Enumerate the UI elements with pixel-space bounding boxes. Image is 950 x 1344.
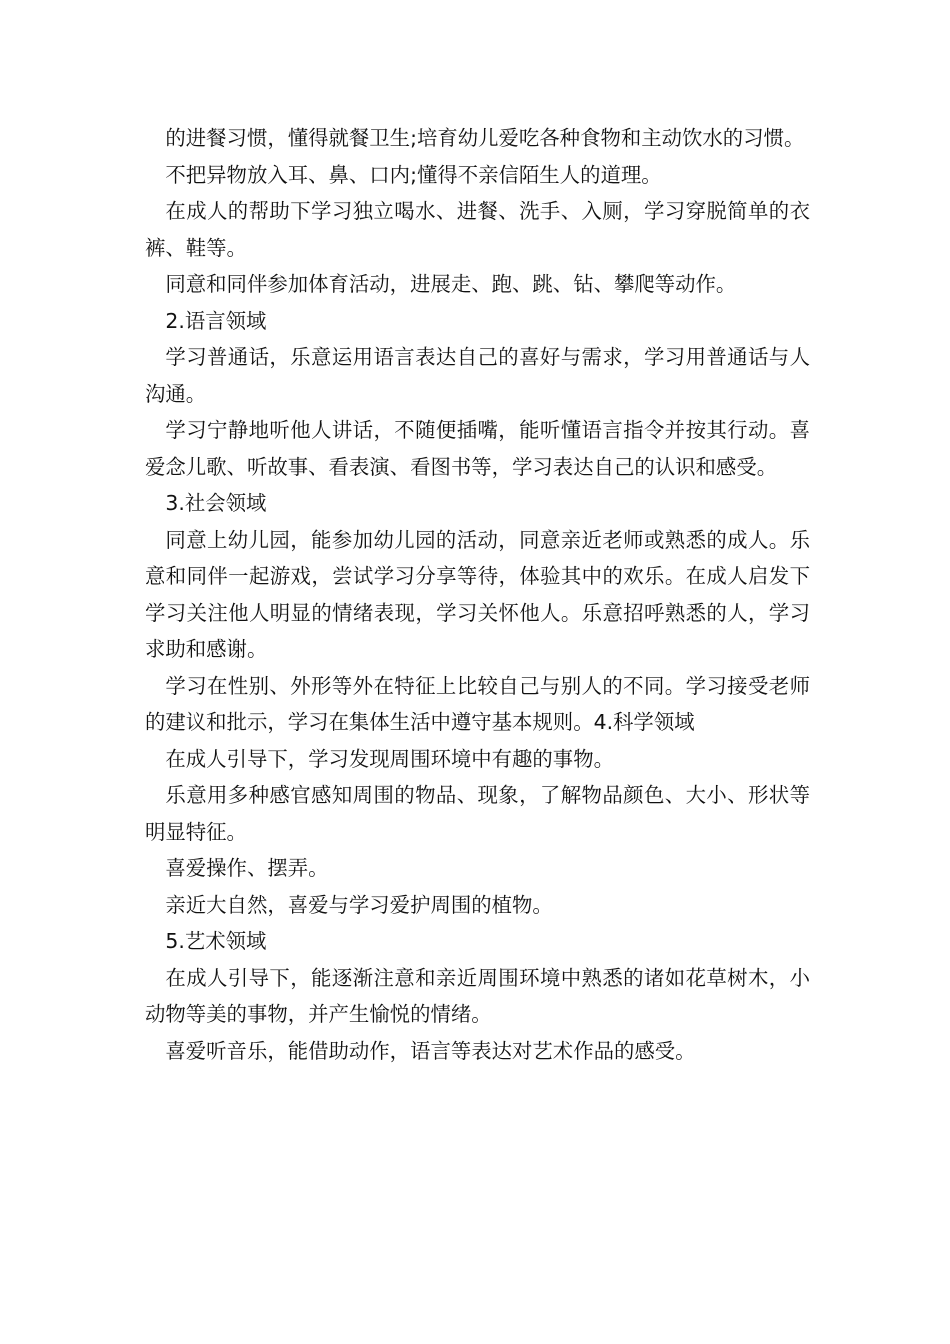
paragraph-dining-habits: 的进餐习惯，懂得就餐卫生;培育幼儿爱吃各种食物和主动饮水的习惯。 [165,126,805,150]
paragraph-sports: 同意和同伴参加体育活动，进展走、跑、跳、钻、攀爬等动作。 [165,272,737,296]
section-heading-art: 5.艺术领域 [165,929,267,953]
paragraph-senses: 乐意用多种感官感知周围的物品、现象，了解物品颜色、大小、形状等明显特征。 [145,783,810,844]
paragraph-mandarin: 学习普通话，乐意运用语言表达自己的喜好与需求，学习用普通话与人沟通。 [145,345,810,406]
paragraph-beauty: 在成人引导下，能逐渐注意和亲近周围环境中熟悉的诸如花草树木，小动物等美的事物，并产生愉悦的情绪。 [145,965,810,1026]
paragraph-self-care: 在成人的帮助下学习独立喝水、进餐、洗手、入厕，学习穿脱简单的衣裤、鞋等。 [145,199,810,260]
paragraph-music: 喜爱听音乐，能借助动作，语言等表达对艺术作品的感受。 [165,1038,696,1063]
paragraph-discovery: 在成人引导下，学习发现周围环境中有趣的事物。 [165,746,614,771]
section-heading-social: 3.社会领域 [165,491,267,515]
section-heading-language: 2.语言领域 [165,308,267,333]
paragraph-differences: 学习在性别、外形等外在特征上比较自己与别人的不同。学习接受老师的建议和批示，学习在集体生活中遵守基本规则。4.科学领域 [145,673,810,734]
paragraph-operate: 喜爱操作、摆弄。 [165,856,329,880]
paragraph-safety: 不把异物放入耳、鼻、口内;懂得不亲信陌生人的道理。 [165,162,662,187]
document-body [145,120,810,1069]
paragraph-kindergarten: 同意上幼儿园，能参加幼儿园的活动，同意亲近老师或熟悉的成人。乐意和同伴一起游戏，尝试学习分享等待，体验其中的欢乐。在成人启发下学习关注他人明显的情绪表现，学习关怀他人。乐意招呼熟悉的人，学习求助和感谢。 [145,527,810,661]
paragraph-listening: 学习宁静地听他人讲话，不随便插嘴，能听懂语言指令并按其行动。喜爱念儿歌、听故事、看表演、看图书等，学习表达自己的认识和感受。 [145,418,810,479]
paragraph-nature: 亲近大自然，喜爱与学习爱护周围的植物。 [165,892,553,917]
